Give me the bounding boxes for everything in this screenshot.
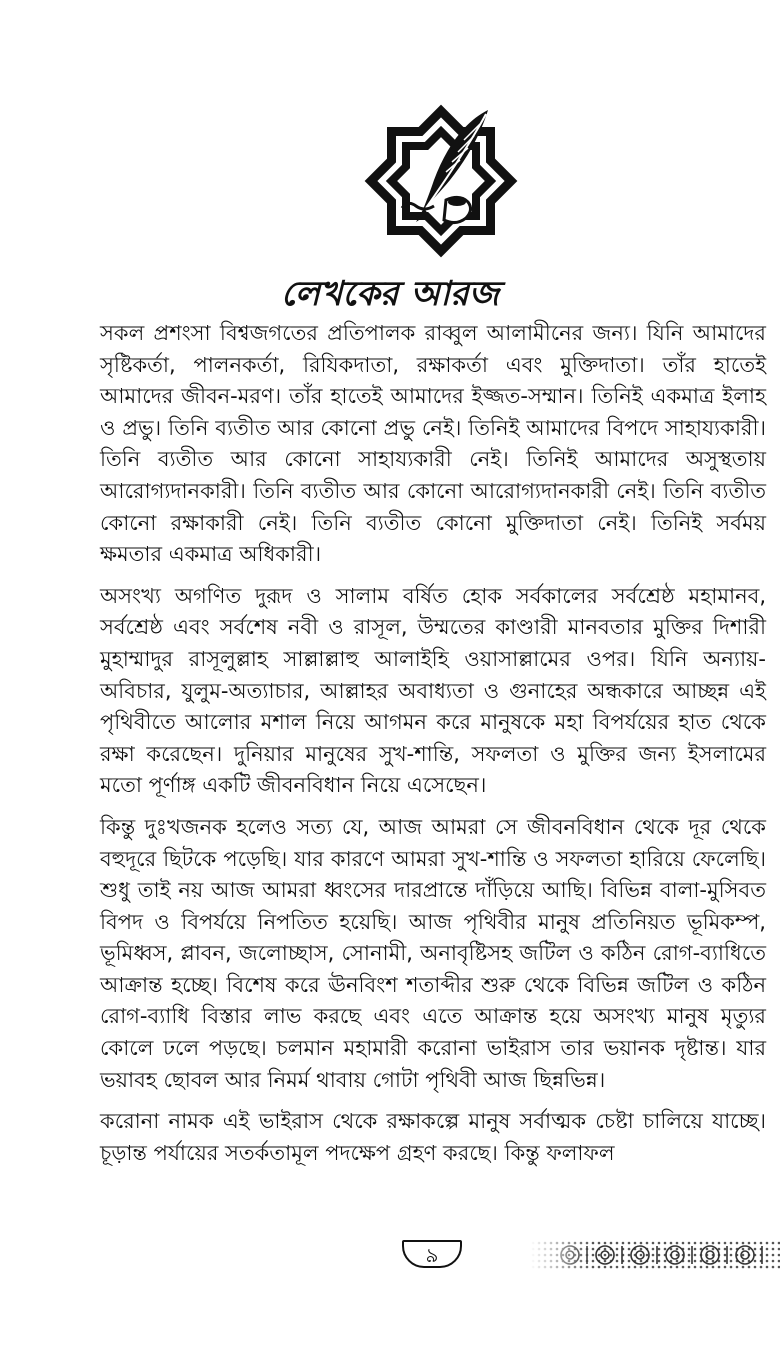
paragraph-virus: করোনা নামক এই ভাইরাস থেকে রক্ষাকল্পে মানুষ সর্বাত্মক চেষ্টা চালিয়ে যাচ্ছে। চূড়ান্ত পর্যায়ের সতর্কতামূল পদক্ষেপ গ্রহণ করছে। কিন্তু ফলাফল	[100, 1109, 766, 1165]
paragraph-calamity: কিন্তু দুঃখজনক হলেও সত্য যে, আজ আমরা সে জীবনবিধান থেকে দূর থেকে বহুদূরে ছিটকে পড়েছি। যার কারণে আমরা সুখ-শান্তি ও সফলতা হারিয়ে ফেলেছি। শুধু তাই নয় আজ আমরা ধ্বংসের দারপ্রান্তে দাঁড়িয়ে আছি। বিভিন্ন বালা-মুসিবত বিপদ ও বিপর্যয়ে নিপতিত হয়েছি। আজ পৃথিবীর মানুষ প্রতিনিয়ত ভূমিকম্প, ভূমিধ্বস, প্লাবন, জলোচ্ছাস, সোনামী, অনাবৃষ্টিসহ জটিল ও কঠিন রোগ-ব্যাধিতে আক্রান্ত হচ্ছে। বিশেষ করে ঊনবিংশ শতাব্দীর শুরু থেকে বিভিন্ন জটিল ও কঠিন রোগ-ব্যাধি বিস্তার লাভ করছে এবং এতে আক্রান্ত হয়ে অসংখ্য মানুষ মৃত্যুর কোলে ঢলে পড়ছে। চলমান মহামারী করোনা ভাইরাস তার ভয়ানক দৃষ্টান্ত। যার ভয়াবহ ছোবল আর নিমর্ম থাবায় গোটা পৃথিবী আজ ছিন্নভিন্ন।	[100, 814, 766, 1092]
page-title: লেখকের আরজ	[280, 274, 500, 314]
body-text	[100, 318, 766, 1179]
quill-and-inkwell-icon	[360, 100, 522, 262]
floral-ornament-band-icon	[530, 1240, 780, 1270]
page-footer	[0, 1236, 780, 1280]
header-emblem	[360, 100, 522, 262]
paragraph-praise: সকল প্রশংসা বিশ্বজগতের প্রতিপালক রাব্বুল আলামীনের জন্য। যিনি আমাদের সৃষ্টিকর্তা, পালনকর্তা, রিযিকদাতা, রক্ষাকর্তা এবং মুক্তিদাতা। তাঁর হাতেই আমাদের জীবন-মরণ। তাঁর হাতেই আমাদের ইজ্জত-সম্মান। তিনিই একমাত্র ইলাহ ও প্রভু। তিনি ব্যতীত আর কোনো প্রভু নেই। তিনিই আমাদের বিপদে সাহায্যকারী। তিনি ব্যতীত আর কোনো সাহায্যকারী নেই। তিনিই আমাদের অসুস্থতায় আরোগ্যদানকারী। তিনি ব্যতীত আর কোনো আরোগ্যদানকারী নেই। তিনি ব্যতীত কোনো রক্ষাকারী নেই। তিনি ব্যতীত কোনো মুক্তিদাতা নেই। তিনিই সর্বময় ক্ষমতার একমাত্র অধিকারী।	[100, 321, 766, 567]
paragraph-salutation: অসংখ্য অগণিত দুরূদ ও সালাম বর্ষিত হোক সর্বকালের সর্বশ্রেষ্ঠ মহামানব, সর্বশ্রেষ্ঠ এবং সর্বশেষ নবী ও রাসূল, উম্মতের কাণ্ডারী মানবতার মুক্তির দিশারী মুহাম্মাদুর রাসূলুল্লাহ সাল্লাল্লাহু আলাইহি ওয়াসাল্লামের ওপর। যিনি অন্যায়-অবিচার, যুলুম-অত্যাচার, আল্লাহর অবাধ্যতা ও গুনাহের অন্ধকারে আচ্ছন্ন এই পৃথিবীতে আলোর মশাল নিয়ে আগমন করে মানুষকে মহা বিপর্যয়ের হাত থেকে রক্ষা করেছেন। দুনিয়ার মানুষের সুখ-শান্তি, সফলতা ও মুক্তির জন্য ইসলামের মতো পূর্ণাঙ্গ একটি জীবনবিধান নিয়ে এসেছেন।	[100, 583, 766, 798]
page-number: ৯	[402, 1240, 462, 1268]
